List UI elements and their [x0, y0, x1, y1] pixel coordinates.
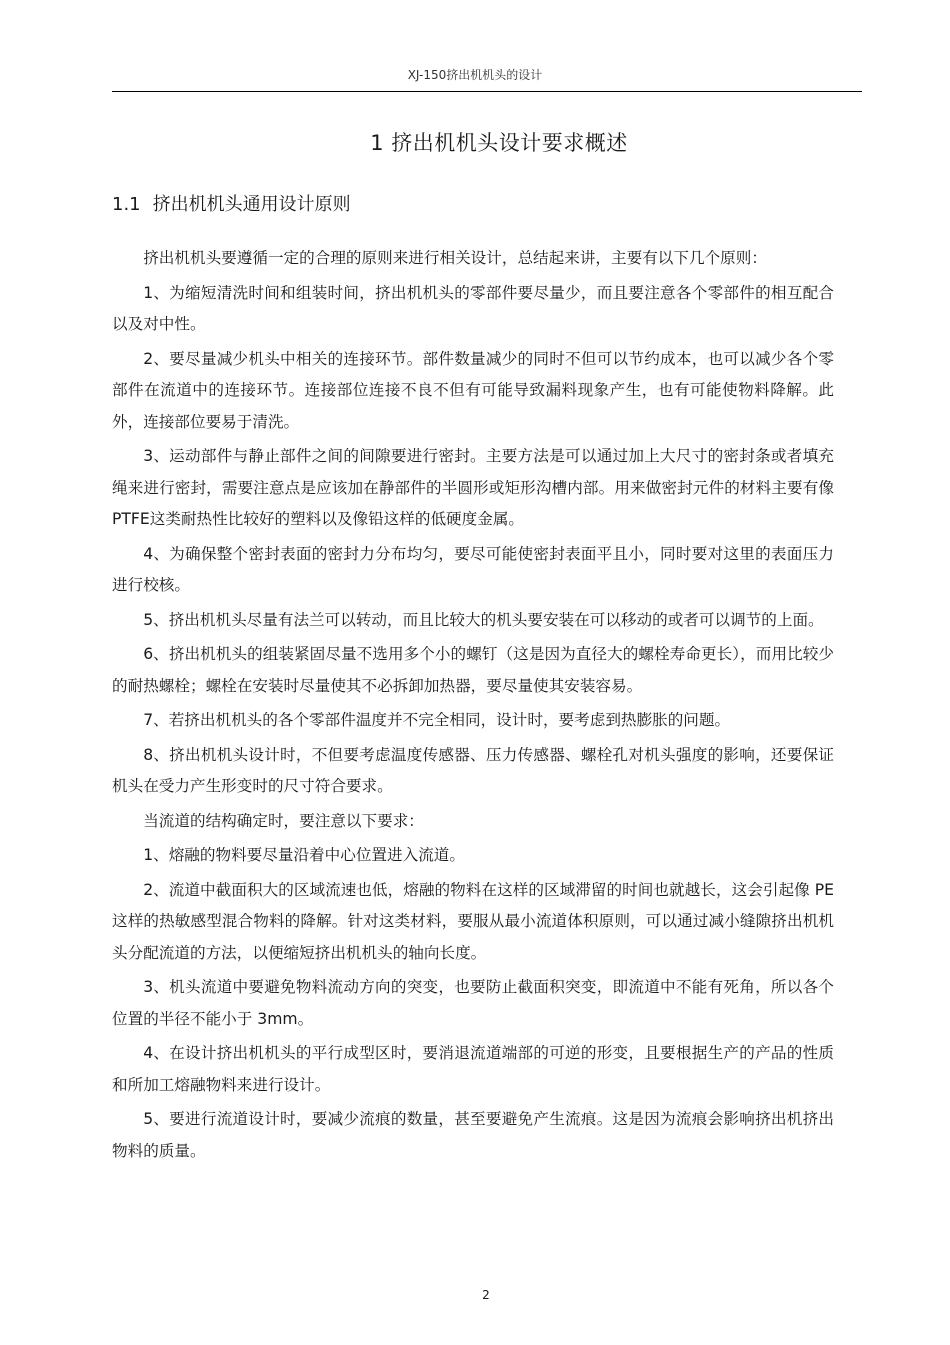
- paragraph: 挤出机机头要遵循一定的合理的原则来进行相关设计，总结起来讲，主要有以下几个原则：: [143, 249, 767, 267]
- running-header: XJ-150挤出机机头的设计: [407, 68, 543, 82]
- paragraph: 3、运动部件与静止部件之间的间隙要进行密封。主要方法是可以通过加上大尺寸的密封条或者填充绳来进行密封，需要注意点是应该加在静部件的半圆形或矩形沟槽内部。用来做密封元件的材料主要有像 PTFE这类耐热性比较好的塑料以及像铅这样的低硬度金属。: [112, 447, 834, 528]
- paragraph: 6、挤出机机头的组装紧固尽量不选用多个小的螺钉（这是因为直径大的螺栓寿命更长），而用比较少的耐热螺栓；螺栓在安装时尽量使其不必拆卸加热器，要尽量使其安装容易。: [112, 645, 834, 695]
- paragraph: 1、熔融的物料要尽量沿着中心位置进入流道。: [143, 846, 465, 864]
- paragraph: 4、为确保整个密封表面的密封力分布均匀，要尽可能使密封表面平且小，同时要对这里的表面压力进行校核。: [112, 544, 834, 594]
- section-title: 挤出机机头通用设计原则: [152, 194, 351, 215]
- paragraph: 8、挤出机机头设计时，不但要考虑温度传感器、压力传感器、螺栓孔对机头强度的影响，还要保证机头在受力产生形变时的尺寸符合要求。: [112, 745, 834, 795]
- paragraph: 1、为缩短清洗时间和组装时间，挤出机机头的零部件要尽量少，而且要注意各个零部件的相互配合以及对中性。: [112, 283, 834, 333]
- chapter-title: 1 挤出机机头设计要求概述: [370, 131, 628, 155]
- header-divider: [112, 91, 862, 92]
- paragraph: 2、流道中截面积大的区域流速也低，熔融的物料在这样的区域滞留的时间也就越长，这会引起像 PE 这样的热敏感型混合物料的降解。针对这类材料，要服从最小流道体积原则，可以通过减小缝隙挤出机机头分配流道的方法，以便缩短挤出机机头的轴向长度。: [112, 880, 834, 962]
- paragraph: 3、机头流道中要避免物料流动方向的突变，也要防止截面积突变，即流道中不能有死角，所以各个位置的半径不能小于 3mm。: [112, 978, 834, 1028]
- paragraph: 7、若挤出机机头的各个零部件温度并不完全相同，设计时，要考虑到热膨胀的问题。: [143, 711, 731, 729]
- paragraph: 当流道的结构确定时，要注意以下要求：: [143, 811, 424, 830]
- paragraph: 4、在设计挤出机机头的平行成型区时，要消退流道端部的可逆的形变，且要根据生产的产品的性质和所加工熔融物料来进行设计。: [112, 1044, 834, 1094]
- section-number: 1.1: [112, 194, 141, 215]
- paragraph: 5、挤出机机头尽量有法兰可以转动，而且比较大的机头要安装在可以移动的或者可以调节的上面。: [143, 610, 824, 629]
- page-number: 2: [482, 1288, 490, 1302]
- section-heading: [112, 190, 351, 216]
- paragraph: 5、要进行流道设计时，要减少流痕的数量，甚至要避免产生流痕。这是因为流痕会影响挤出机挤出物料的质量。: [112, 1110, 834, 1160]
- body-text: [112, 243, 834, 1170]
- paragraph: 2、要尽量减少机头中相关的连接环节。部件数量减少的同时不但可以节约成本，也可以减少各个零部件在流道中的连接环节。连接部位连接不良不但有可能导致漏料现象产生，也有可能使物料降解。此外，连接部位要易于清洗。: [112, 349, 834, 431]
